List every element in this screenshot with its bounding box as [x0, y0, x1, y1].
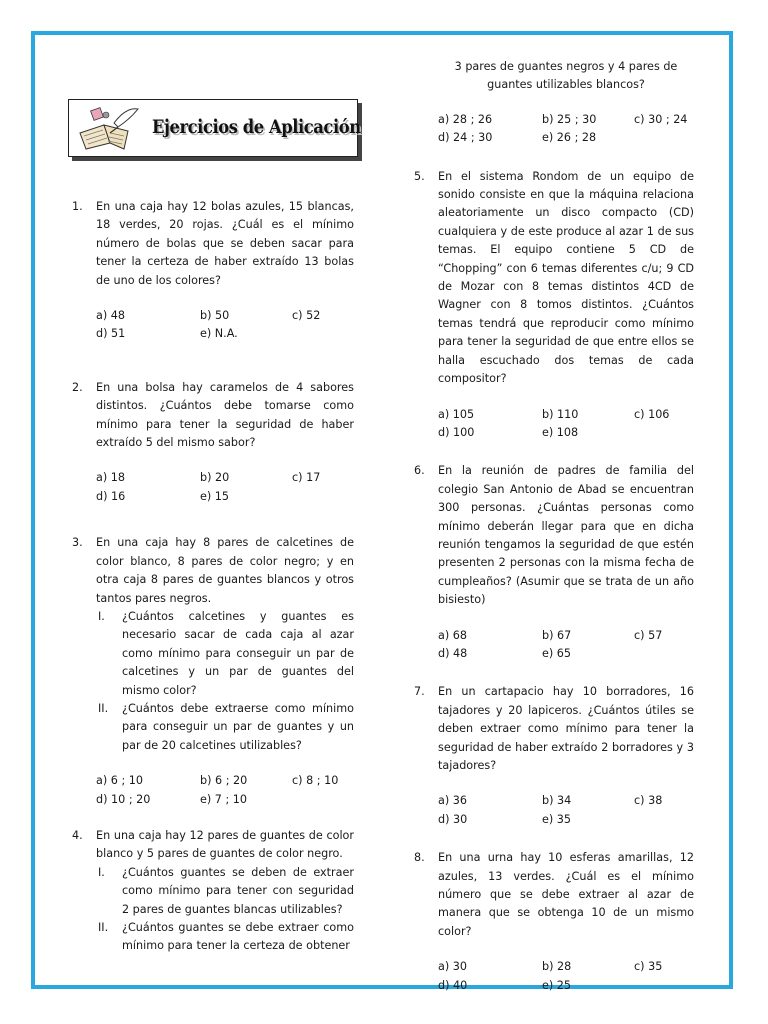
- option-d: d) 30: [438, 812, 468, 826]
- question-text: En el sistema Rondom de un equipo de sonido consiste en que la máquina relaciona aleatoriamente un disco compacto (CD) cualquiera y de este produce al azar 1 de sus temas. El equipo contiene 5 CD de “Chopping” con 6 temas diferentes c/u; 9 CD de Mozar con 8 temas distintos 4CD de Wagner con 8 tomos distintos. ¿Cuántos temas tendrá que reproducir como mínimo para tener la seguridad de que entre ellos se halla escuchado dos temas de cada compositor?: [438, 169, 694, 386]
- question-7: [414, 683, 694, 829]
- option-c: c) 38: [634, 794, 663, 808]
- roman-numeral: II.: [98, 701, 109, 715]
- option-c: c) 52: [292, 309, 321, 323]
- option-a: a) 105: [438, 407, 475, 421]
- option-b: b) 50: [200, 309, 230, 323]
- answer-options: [438, 958, 694, 995]
- question-text: En la reunión de padres de familia del colegio San Antonio de Abad se encuentran 300 personas. ¿Cuántas personas como mínimo deberán llegar para que en dicha reunión tengamos la seguridad de que estén presenten 2 personas con la misma fecha de cumpleaños? (Asumir que se trata de un año bisiesto): [438, 464, 694, 607]
- sub-question-i: [96, 864, 354, 919]
- question-4-options: [414, 111, 694, 148]
- option-a: a) 18: [96, 471, 126, 485]
- sub-question-text: ¿Cuántos calcetines y guantes es necesario sacar de cada caja al azar como mínimo para conseguir un par de calcetines y un par de guantes del mismo color?: [122, 609, 354, 697]
- question-number: 3.: [72, 536, 83, 550]
- option-c: c) 35: [634, 960, 663, 974]
- option-d: d) 24 ; 30: [438, 131, 493, 145]
- sub-question-text: ¿Cuántos guantes se debe extraer como mínimo para tener la certeza de obtener: [122, 921, 354, 953]
- option-b: b) 6 ; 20: [200, 774, 248, 788]
- question-number: 5.: [414, 169, 425, 183]
- question-3: [72, 534, 354, 809]
- option-b: b) 20: [200, 471, 230, 485]
- question-number: 6.: [414, 464, 425, 478]
- option-c: c) 106: [634, 407, 670, 421]
- option-b: b) 67: [542, 628, 572, 642]
- roman-numeral: II.: [98, 921, 109, 934]
- question-8: [414, 849, 694, 995]
- question-number: 1.: [72, 200, 83, 213]
- option-e: e) 15: [200, 489, 230, 503]
- sub-question-text: ¿Cuántos guantes se deben de extraer como mínimo para tener con seguridad 2 pares de guantes blancas utilizables?: [122, 865, 354, 916]
- option-c: c) 57: [634, 628, 663, 642]
- option-d: d) 16: [96, 489, 126, 503]
- right-column: [414, 58, 694, 995]
- question-1: [72, 198, 354, 344]
- question-2: [72, 379, 354, 506]
- option-e: e) 26 ; 28: [542, 131, 597, 145]
- question-number: 8.: [414, 851, 425, 865]
- answer-options: [96, 469, 354, 506]
- book-and-quill-icon: [74, 103, 144, 153]
- option-b: b) 110: [542, 407, 579, 421]
- roman-numeral: I.: [98, 609, 105, 623]
- sub-question-text: ¿Cuántos debe extraerse como mínimo para conseguir un par de guantes y un par de 20 calcetines utilizables?: [122, 701, 354, 752]
- question-text: En una caja hay 12 bolas azules, 15 blancas, 18 verdes, 20 rojas. ¿Cuál es el mínimo número de bolas que se deben sacar para tener la certeza de haber extraído 13 bolas de uno de los colores?: [96, 200, 354, 287]
- question-text: En un cartapacio hay 10 borradores, 16 tajadores y 20 lapiceros. ¿Cuántos útiles se deben extraer como mínimo para tener la seguridad de haber extraído 2 borradores y 3 tajadores?: [438, 685, 694, 772]
- title-banner: [68, 99, 360, 157]
- option-c: c) 30 ; 24: [634, 112, 688, 126]
- option-a: a) 48: [96, 309, 126, 323]
- answer-options: [438, 627, 694, 664]
- answer-options: [96, 772, 354, 809]
- question-5: [414, 168, 694, 443]
- option-d: d) 40: [438, 978, 468, 992]
- option-b: b) 28: [542, 960, 572, 974]
- question-4: [72, 827, 354, 956]
- option-e: e) 25: [542, 978, 572, 992]
- option-e: e) 65: [542, 646, 572, 660]
- answer-options: [96, 307, 354, 344]
- answer-options: [438, 111, 694, 148]
- option-c: c) 8 ; 10: [292, 774, 339, 788]
- question-4-continuation: 3 pares de guantes negros y 4 pares de guantes utilizables blancos?: [454, 60, 678, 92]
- question-text: En una urna hay 10 esferas amarillas, 12 azules, 13 verdes. ¿Cuál es el mínimo número que se debe extraer al azar de manera que se obtenga 10 de un mismo color?: [438, 851, 694, 938]
- question-6: [414, 462, 694, 663]
- question-number: 7.: [414, 685, 425, 699]
- left-column: [72, 198, 354, 956]
- answer-options: [438, 792, 694, 829]
- option-b: b) 25 ; 30: [542, 112, 597, 126]
- question-number: 2.: [72, 380, 83, 394]
- option-a: a) 6 ; 10: [96, 774, 144, 788]
- sub-question-ii: [96, 919, 354, 956]
- question-text: En una caja hay 12 pares de guantes de color blanco y 5 pares de guantes de color negro.: [96, 828, 354, 861]
- question-text: En una caja hay 8 pares de calcetines de color blanco, 8 pares de color negro; y en otra caja 8 pares de guantes blancos y otros tantos pares negros.: [96, 536, 354, 605]
- option-e: e) 35: [542, 812, 572, 826]
- option-d: d) 51: [96, 327, 126, 341]
- option-a: a) 36: [438, 794, 468, 808]
- question-text: En una bolsa hay caramelos de 4 sabores distintos. ¿Cuántos debe tomarse como mínimo para tener la seguridad de haber extraído 5 del mismo sabor?: [96, 380, 354, 450]
- option-a: a) 68: [438, 628, 468, 642]
- option-a: a) 30: [438, 960, 468, 974]
- roman-numeral: I.: [98, 865, 105, 879]
- sub-question-ii: [96, 700, 354, 755]
- option-a: a) 28 ; 26: [438, 112, 493, 126]
- question-number: 4.: [72, 828, 83, 842]
- option-d: d) 100: [438, 425, 475, 439]
- option-d: d) 48: [438, 646, 468, 660]
- sub-question-i: [96, 608, 354, 700]
- option-e: e) N.A.: [200, 327, 238, 341]
- option-d: d) 10 ; 20: [96, 792, 151, 806]
- page-title: Ejercicios de Aplicación: [152, 116, 361, 138]
- option-e: e) 108: [542, 425, 579, 439]
- option-e: e) 7 ; 10: [200, 792, 248, 806]
- option-c: c) 17: [292, 471, 321, 485]
- answer-options: [438, 406, 694, 443]
- option-b: b) 34: [542, 794, 572, 808]
